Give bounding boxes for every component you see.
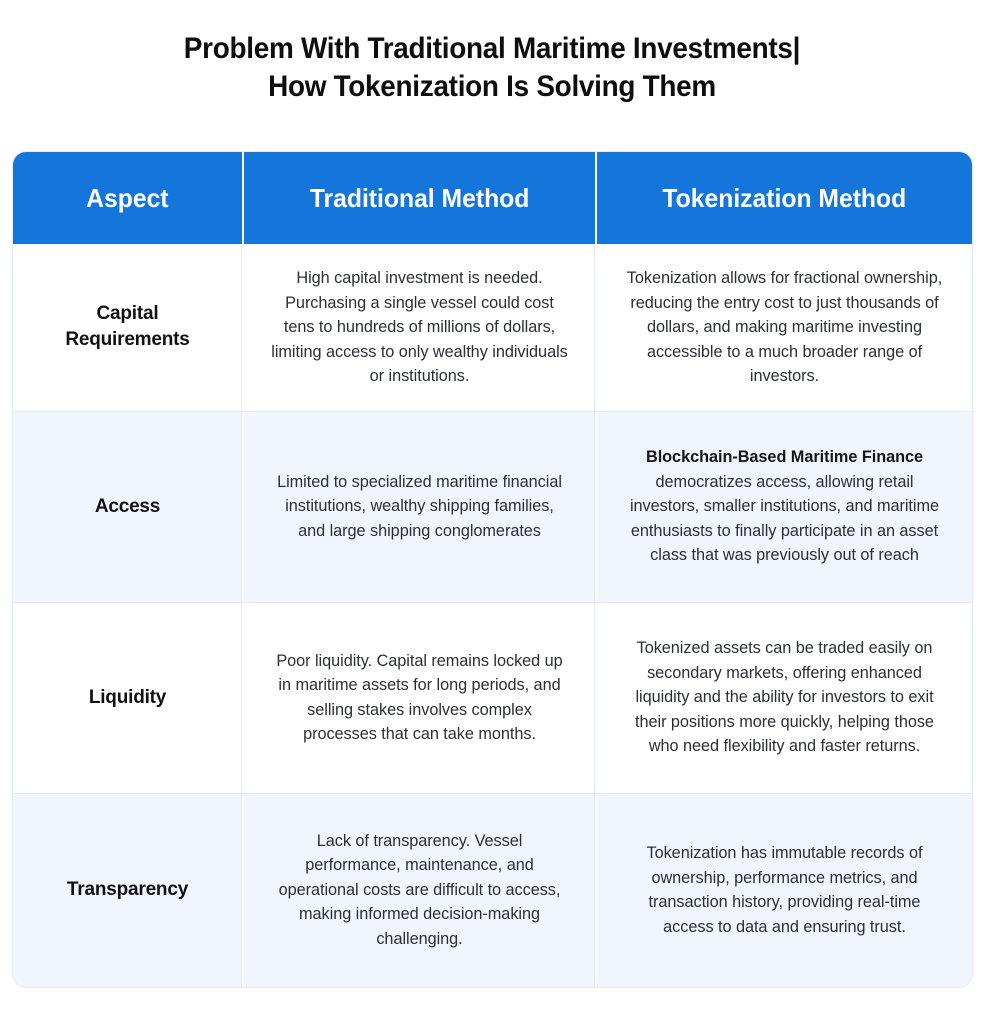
row-tokenization-text xyxy=(623,445,946,568)
column-header-aspect-label: Aspect xyxy=(86,182,169,213)
comparison-table xyxy=(13,152,972,987)
row-aspect-label: Access xyxy=(94,495,161,517)
row-tokenization-body: democratizes access, allowing retail investors, smaller institutions, and maritime enthusiasts to finally participate in an asset class that was previously out of reach xyxy=(629,472,939,565)
column-header-traditional-method-label: Traditional Method xyxy=(309,182,530,213)
table-row xyxy=(13,244,972,411)
row-tokenization-highlight: Blockchain-Based Maritime Finance xyxy=(645,448,924,467)
column-header-tokenization-method-label: Tokenization Method xyxy=(662,182,907,213)
row-aspect-cell xyxy=(13,603,242,793)
row-aspect-label: Liquidity xyxy=(88,686,167,708)
row-traditional-cell xyxy=(242,794,595,987)
row-traditional-text: Poor liquidity. Capital remains locked up in maritime assets for long periods, and selling stakes involves complex processes that can take months. xyxy=(276,651,563,743)
row-tokenization-body: Tokenization allows for fractional ownership, reducing the entry cost to just thousands of dollars, and making maritime investing accessible to a much broader range of investors. xyxy=(626,269,943,385)
table-row xyxy=(13,411,972,602)
row-traditional-cell xyxy=(242,603,595,793)
row-tokenization-cell xyxy=(595,603,972,793)
row-tokenization-text xyxy=(623,266,946,389)
column-header-tokenization-method xyxy=(595,152,972,244)
column-header-aspect xyxy=(13,152,242,244)
row-aspect-cell xyxy=(13,244,242,411)
row-traditional-text: Lack of transparency. Vessel performance, maintenance, and operational costs are difficult to access, making informed decision-making challenging. xyxy=(278,831,561,948)
row-tokenization-text xyxy=(623,841,946,939)
row-tokenization-cell xyxy=(595,412,972,602)
row-tokenization-body: Tokenization has immutable records of ownership, performance metrics, and transaction history, providing real-time access to data and ensuring trust. xyxy=(646,844,923,936)
page-title-line-1: Problem With Traditional Maritime Investments| xyxy=(183,32,801,65)
row-tokenization-body: Tokenized assets can be traded easily on secondary markets, offering enhanced liquidity and the ability for investors to exit their positions more quickly, helping those who need flexibility and faster returns. xyxy=(635,639,934,756)
row-aspect-label: Capital Requirements xyxy=(65,303,190,351)
row-tokenization-cell xyxy=(595,794,972,987)
table-header-row xyxy=(13,152,972,244)
row-traditional-text: High capital investment is needed. Purchasing a single vessel could cost tens to hundreds of millions of dollars, limiting access to only wealthy individuals or institutions. xyxy=(271,269,568,385)
table-row xyxy=(13,793,972,987)
row-tokenization-cell xyxy=(595,244,972,411)
column-header-traditional-method xyxy=(242,152,595,244)
row-aspect-cell xyxy=(13,794,242,987)
page-title-line-2: How Tokenization Is Solving Them xyxy=(268,70,716,103)
row-aspect-cell xyxy=(13,412,242,602)
table-row xyxy=(13,602,972,793)
row-aspect-label: Transparency xyxy=(66,879,189,900)
row-traditional-cell xyxy=(242,244,595,411)
row-tokenization-text xyxy=(623,636,946,759)
row-traditional-cell xyxy=(242,412,595,602)
page-title xyxy=(0,0,984,106)
row-traditional-text: Limited to specialized maritime financial institutions, wealthy shipping families, and large shipping conglomerates xyxy=(277,472,562,540)
